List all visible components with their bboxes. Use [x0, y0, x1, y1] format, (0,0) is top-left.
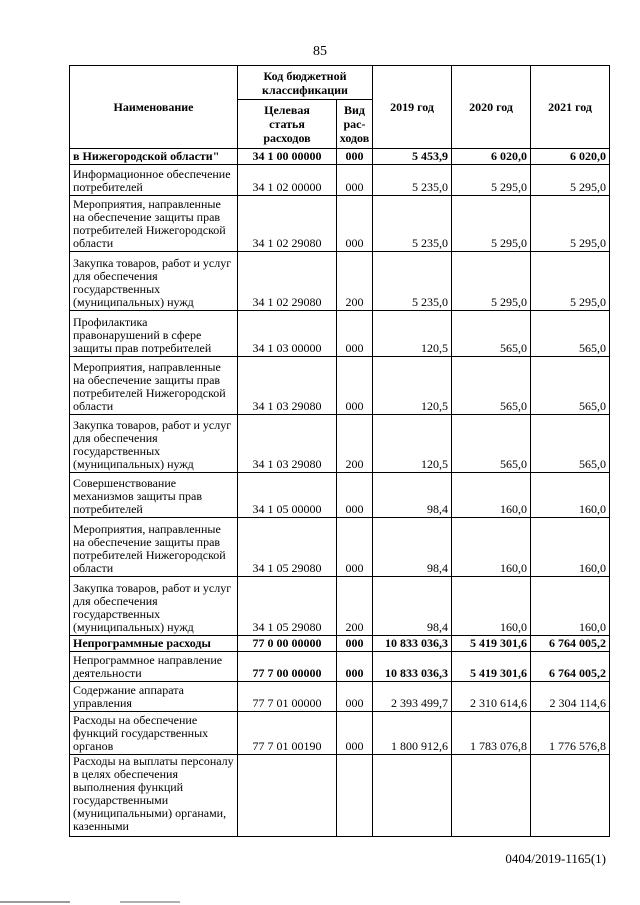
row-value-2020: 5 419 301,6	[452, 636, 531, 652]
row-value-2019: 98,4	[373, 577, 452, 636]
row-name: Непрограммное направление деятельности	[70, 652, 238, 682]
row-name: Совершенствование механизмов защиты прав потребителей	[70, 473, 238, 518]
row-name: Содержание аппарата управления	[70, 682, 238, 712]
row-target-article: 77 7 01 00190	[238, 712, 337, 755]
row-value-2019: 5 453,9	[373, 149, 452, 165]
row-value-2020: 565,0	[452, 357, 531, 415]
table-body	[70, 149, 610, 837]
table-row	[70, 473, 610, 518]
row-value-2019: 120,5	[373, 357, 452, 415]
header-classification: Код бюджетной классификации	[238, 66, 373, 100]
table-row	[70, 357, 610, 415]
row-value-2021: 160,0	[531, 518, 610, 577]
row-expense-type: 000	[337, 196, 373, 252]
row-expense-type: 200	[337, 252, 373, 311]
table-row	[70, 682, 610, 712]
row-value-2020: 160,0	[452, 518, 531, 577]
row-target-article: 34 1 03 29080	[238, 415, 337, 473]
page-number: 85	[313, 44, 327, 59]
row-target-article: 34 1 05 00000	[238, 473, 337, 518]
row-name: Мероприятия, направленные на обеспечение защиты прав потребителей Нижегородской области	[70, 196, 238, 252]
row-name: в Нижегородской области"	[70, 149, 238, 165]
row-name: Непрограммные расходы	[70, 636, 238, 652]
row-target-article	[238, 755, 337, 837]
bottom-edge-marks	[0, 900, 640, 905]
row-value-2020: 5 295,0	[452, 196, 531, 252]
row-value-2020: 565,0	[452, 311, 531, 357]
row-target-article: 34 1 05 29080	[238, 518, 337, 577]
row-expense-type: 200	[337, 415, 373, 473]
row-value-2019	[373, 755, 452, 837]
row-value-2019: 5 235,0	[373, 196, 452, 252]
row-expense-type: 000	[337, 712, 373, 755]
table-row	[70, 252, 610, 311]
table-row	[70, 636, 610, 652]
row-value-2021: 6 764 005,2	[531, 636, 610, 652]
row-target-article: 77 7 01 00000	[238, 682, 337, 712]
document-id: 0404/2019-1165(1)	[505, 851, 606, 866]
row-value-2019: 98,4	[373, 518, 452, 577]
table-row	[70, 415, 610, 473]
row-value-2021: 160,0	[531, 473, 610, 518]
row-value-2020: 1 783 076,8	[452, 712, 531, 755]
row-expense-type: 000	[337, 311, 373, 357]
row-target-article: 34 1 02 29080	[238, 196, 337, 252]
row-name: Закупка товаров, работ и услуг для обеспечения государственных (муниципальных) нужд	[70, 252, 238, 311]
row-value-2021: 5 295,0	[531, 252, 610, 311]
row-name: Информационное обеспечение потребителей	[70, 165, 238, 196]
row-expense-type: 200	[337, 577, 373, 636]
row-expense-type: 000	[337, 636, 373, 652]
row-expense-type: 000	[337, 165, 373, 196]
row-target-article: 34 1 03 29080	[238, 357, 337, 415]
row-name: Мероприятия, направленные на обеспечение защиты прав потребителей Нижегородской области	[70, 357, 238, 415]
row-target-article: 34 1 02 29080	[238, 252, 337, 311]
row-value-2019: 10 833 036,3	[373, 652, 452, 682]
row-value-2019: 10 833 036,3	[373, 636, 452, 652]
row-target-article: 34 1 00 00000	[238, 149, 337, 165]
row-target-article: 34 1 02 00000	[238, 165, 337, 196]
row-value-2020: 565,0	[452, 415, 531, 473]
header-expense-type: Вид рас-ходов	[337, 100, 373, 149]
row-name: Мероприятия, направленные на обеспечение защиты прав потребителей Нижегородской области	[70, 518, 238, 577]
row-name: Расходы на выплаты персоналу в целях обеспечения выполнения функций государственными (муниципальными) органами, казенными	[70, 755, 238, 837]
row-value-2021: 565,0	[531, 415, 610, 473]
row-value-2021: 6 020,0	[531, 149, 610, 165]
header-name: Наименование	[70, 66, 238, 149]
header-2021: 2021 год	[531, 66, 610, 149]
row-target-article: 34 1 05 29080	[238, 577, 337, 636]
row-target-article: 77 0 00 00000	[238, 636, 337, 652]
row-value-2021: 160,0	[531, 577, 610, 636]
row-expense-type: 000	[337, 682, 373, 712]
row-value-2019: 2 393 499,7	[373, 682, 452, 712]
row-expense-type	[337, 755, 373, 837]
row-expense-type: 000	[337, 652, 373, 682]
row-value-2021: 5 295,0	[531, 165, 610, 196]
row-value-2021: 565,0	[531, 311, 610, 357]
table-row	[70, 311, 610, 357]
table-row	[70, 712, 610, 755]
table-row	[70, 165, 610, 196]
budget-table	[69, 65, 610, 837]
table-row	[70, 755, 610, 837]
row-value-2019: 5 235,0	[373, 165, 452, 196]
table-row	[70, 196, 610, 252]
row-value-2021: 6 764 005,2	[531, 652, 610, 682]
row-value-2020: 6 020,0	[452, 149, 531, 165]
row-expense-type: 000	[337, 149, 373, 165]
row-value-2019: 1 800 912,6	[373, 712, 452, 755]
row-value-2021: 1 776 576,8	[531, 712, 610, 755]
row-value-2020: 160,0	[452, 577, 531, 636]
row-value-2021	[531, 755, 610, 837]
header-2019: 2019 год	[373, 66, 452, 149]
row-value-2020: 2 310 614,6	[452, 682, 531, 712]
row-expense-type: 000	[337, 518, 373, 577]
row-target-article: 34 1 03 00000	[238, 311, 337, 357]
table-row	[70, 518, 610, 577]
row-expense-type: 000	[337, 357, 373, 415]
row-expense-type: 000	[337, 473, 373, 518]
table-row	[70, 149, 610, 165]
header-2020: 2020 год	[452, 66, 531, 149]
row-value-2020: 160,0	[452, 473, 531, 518]
row-name: Закупка товаров, работ и услуг для обеспечения государственных (муниципальных) нужд	[70, 577, 238, 636]
row-name: Закупка товаров, работ и услуг для обеспечения государственных (муниципальных) нужд	[70, 415, 238, 473]
row-value-2019: 98,4	[373, 473, 452, 518]
row-target-article: 77 7 00 00000	[238, 652, 337, 682]
header-target-article: Целевая статья расходов	[238, 100, 337, 149]
row-value-2020: 5 419 301,6	[452, 652, 531, 682]
row-value-2019: 120,5	[373, 311, 452, 357]
table-row	[70, 577, 610, 636]
row-name: Расходы на обеспечение функций государственных органов	[70, 712, 238, 755]
row-value-2020: 5 295,0	[452, 165, 531, 196]
row-value-2020: 5 295,0	[452, 252, 531, 311]
table-row	[70, 652, 610, 682]
row-value-2021: 2 304 114,6	[531, 682, 610, 712]
row-value-2021: 565,0	[531, 357, 610, 415]
row-value-2020	[452, 755, 531, 837]
row-name: Профилактика правонарушений в сфере защиты прав потребителей	[70, 311, 238, 357]
row-value-2021: 5 295,0	[531, 196, 610, 252]
row-value-2019: 5 235,0	[373, 252, 452, 311]
row-value-2019: 120,5	[373, 415, 452, 473]
